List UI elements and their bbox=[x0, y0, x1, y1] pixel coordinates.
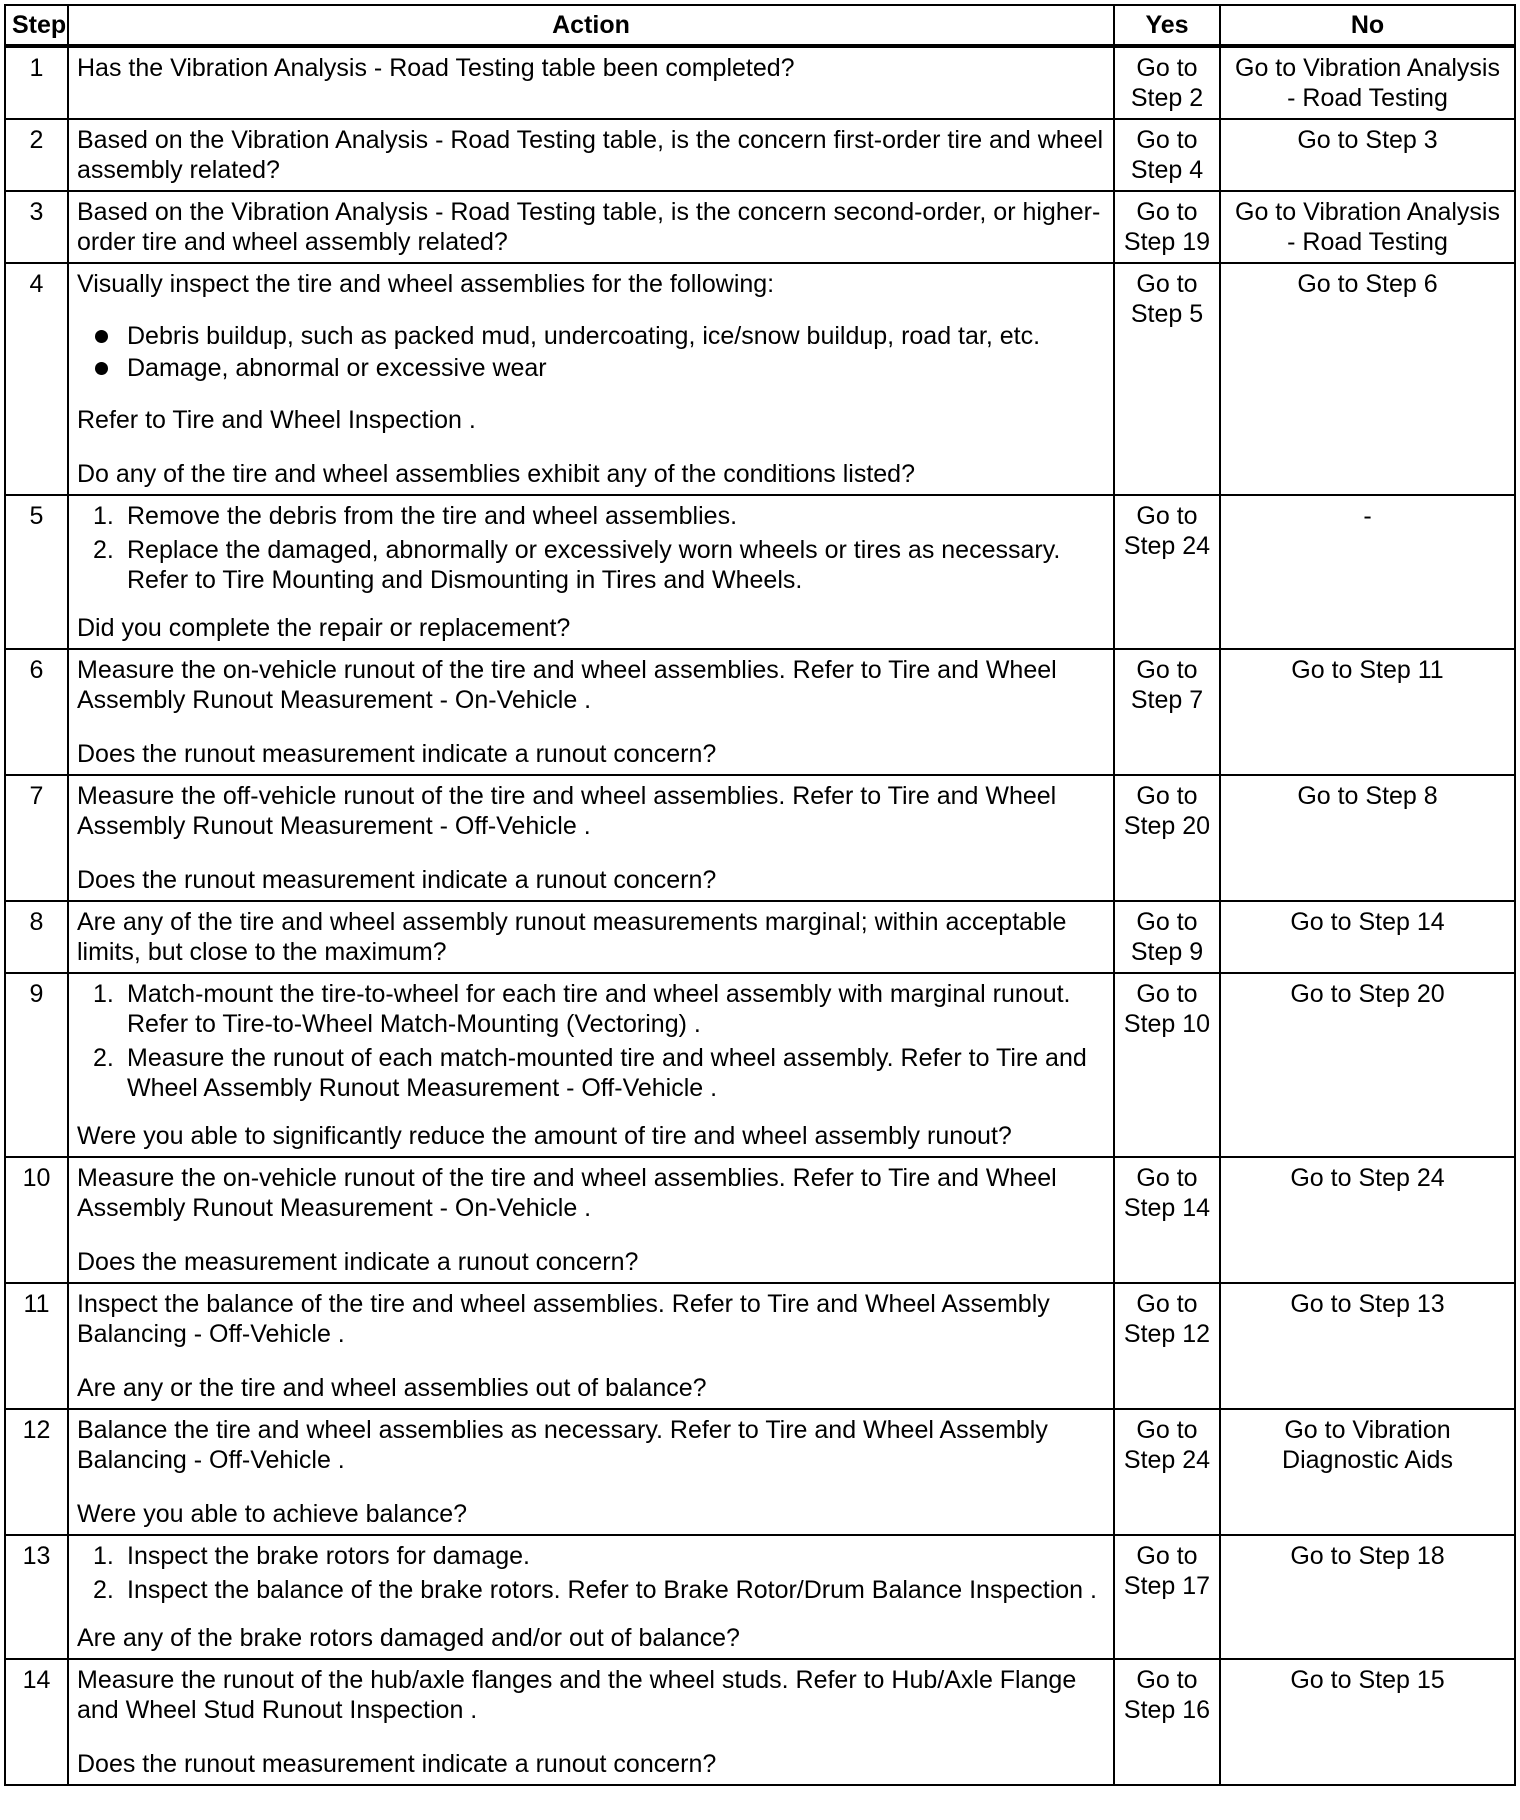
list-item-number: 1. bbox=[93, 1542, 114, 1570]
list-item bbox=[77, 501, 1105, 531]
step-number: 4 bbox=[5, 263, 68, 495]
no-cell: Go to Step 15 bbox=[1220, 1659, 1515, 1785]
header-yes: Yes bbox=[1114, 5, 1220, 46]
action-cell bbox=[68, 1659, 1114, 1785]
list-item bbox=[77, 353, 1105, 383]
no-cell: Go to Step 13 bbox=[1220, 1283, 1515, 1409]
step-number: 12 bbox=[5, 1409, 68, 1535]
question-text: Were you able to significantly reduce the amount of tire and wheel assembly runout? bbox=[77, 1122, 1012, 1150]
table-row bbox=[5, 775, 1515, 901]
step-number: 10 bbox=[5, 1157, 68, 1283]
step-number: 3 bbox=[5, 191, 68, 263]
question-text: Were you able to achieve balance? bbox=[77, 1500, 468, 1528]
question-text: Did you complete the repair or replacement? bbox=[77, 614, 571, 642]
list-item-text: Debris buildup, such as packed mud, undercoating, ice/snow buildup, road tar, etc. bbox=[127, 322, 1041, 350]
step-number: 8 bbox=[5, 901, 68, 973]
list-item-text: Remove the debris from the tire and wheel assemblies. bbox=[127, 502, 738, 530]
action-text: Are any of the tire and wheel assembly runout measurements marginal; within acceptable limits, but close to the maximum? bbox=[77, 908, 1067, 966]
step-number: 6 bbox=[5, 649, 68, 775]
list-item-text: Damage, abnormal or excessive wear bbox=[127, 354, 547, 382]
yes-cell: Go to Step 9 bbox=[1114, 901, 1220, 973]
no-cell: Go to Vibration Diagnostic Aids bbox=[1220, 1409, 1515, 1535]
header-step: Step bbox=[5, 5, 68, 46]
header-row bbox=[5, 5, 1515, 46]
step-number: 11 bbox=[5, 1283, 68, 1409]
list-item-number: 2. bbox=[93, 1576, 114, 1604]
no-cell: Go to Step 8 bbox=[1220, 775, 1515, 901]
action-cell bbox=[68, 1409, 1114, 1535]
yes-cell: Go to Step 20 bbox=[1114, 775, 1220, 901]
refer-text: Refer to Tire and Wheel Inspection . bbox=[77, 406, 476, 434]
yes-cell: Go to Step 19 bbox=[1114, 191, 1220, 263]
yes-cell: Go to Step 24 bbox=[1114, 495, 1220, 649]
header-action: Action bbox=[68, 5, 1114, 46]
action-text: Measure the runout of the hub/axle flanges and the wheel studs. Refer to Hub/Axle Flange and Wheel Stud Runout Inspection . bbox=[77, 1666, 1077, 1724]
no-cell: Go to Step 14 bbox=[1220, 901, 1515, 973]
action-cell bbox=[68, 973, 1114, 1157]
action-cell bbox=[68, 119, 1114, 191]
list-item bbox=[77, 979, 1105, 1039]
question-text: Does the measurement indicate a runout concern? bbox=[77, 1248, 639, 1276]
question-text: Does the runout measurement indicate a runout concern? bbox=[77, 740, 717, 768]
no-cell: Go to Vibration Analysis - Road Testing bbox=[1220, 191, 1515, 263]
action-cell bbox=[68, 649, 1114, 775]
no-cell: Go to Step 3 bbox=[1220, 119, 1515, 191]
question-text: Does the runout measurement indicate a runout concern? bbox=[77, 866, 717, 894]
list-item bbox=[77, 1575, 1105, 1605]
diagnostic-table bbox=[4, 4, 1516, 1786]
yes-cell: Go to Step 16 bbox=[1114, 1659, 1220, 1785]
action-cell bbox=[68, 901, 1114, 973]
table-row bbox=[5, 1157, 1515, 1283]
yes-cell: Go to Step 7 bbox=[1114, 649, 1220, 775]
action-text: Balance the tire and wheel assemblies as necessary. Refer to Tire and Wheel Assembly Balancing - Off-Vehicle . bbox=[77, 1416, 1048, 1474]
list-item-number: 2. bbox=[93, 1044, 114, 1072]
action-text: Based on the Vibration Analysis - Road Testing table, is the concern first-order tire and wheel assembly related? bbox=[77, 126, 1104, 184]
no-cell: Go to Step 20 bbox=[1220, 973, 1515, 1157]
table-row bbox=[5, 119, 1515, 191]
question-text: Are any or the tire and wheel assemblies out of balance? bbox=[77, 1374, 707, 1402]
list-item-text: Replace the damaged, abnormally or excessively worn wheels or tires as necessary. Refer to Tire Mounting and Dismounting in Tires and Wheels. bbox=[127, 536, 1061, 594]
table-row bbox=[5, 495, 1515, 649]
action-cell bbox=[68, 191, 1114, 263]
list-item-text: Match-mount the tire-to-wheel for each tire and wheel assembly with marginal runout. Refer to Tire-to-Wheel Match-Mounting (Vectoring) . bbox=[127, 980, 1071, 1038]
no-cell: Go to Step 6 bbox=[1220, 263, 1515, 495]
yes-cell: Go to Step 14 bbox=[1114, 1157, 1220, 1283]
list-item bbox=[77, 535, 1105, 595]
list-item-text: Inspect the balance of the brake rotors. Refer to Brake Rotor/Drum Balance Inspection . bbox=[127, 1576, 1097, 1604]
yes-cell: Go to Step 10 bbox=[1114, 973, 1220, 1157]
action-cell bbox=[68, 46, 1114, 119]
action-text: Measure the off-vehicle runout of the tire and wheel assemblies. Refer to Tire and Wheel Assembly Runout Measurement - Off-Vehicle . bbox=[77, 782, 1057, 840]
table-row bbox=[5, 649, 1515, 775]
procedure-list bbox=[77, 979, 1105, 1103]
bullet-icon bbox=[95, 330, 108, 343]
yes-cell: Go to Step 12 bbox=[1114, 1283, 1220, 1409]
action-cell bbox=[68, 263, 1114, 495]
table-row bbox=[5, 1659, 1515, 1785]
step-number: 14 bbox=[5, 1659, 68, 1785]
yes-cell: Go to Step 24 bbox=[1114, 1409, 1220, 1535]
table-row bbox=[5, 191, 1515, 263]
action-cell bbox=[68, 495, 1114, 649]
step-number: 1 bbox=[5, 46, 68, 119]
list-item-number: 2. bbox=[93, 536, 114, 564]
yes-cell: Go to Step 4 bbox=[1114, 119, 1220, 191]
procedure-list bbox=[77, 1541, 1105, 1605]
list-item-number: 1. bbox=[93, 980, 114, 1008]
action-text: Based on the Vibration Analysis - Road Testing table, is the concern second-order, or higher-order tire and wheel assembly related? bbox=[77, 198, 1101, 256]
step-number: 7 bbox=[5, 775, 68, 901]
question-text: Does the runout measurement indicate a runout concern? bbox=[77, 1750, 717, 1778]
step-number: 13 bbox=[5, 1535, 68, 1659]
no-cell: Go to Step 18 bbox=[1220, 1535, 1515, 1659]
table-row bbox=[5, 46, 1515, 119]
yes-cell: Go to Step 5 bbox=[1114, 263, 1220, 495]
list-item-number: 1. bbox=[93, 502, 114, 530]
table-row bbox=[5, 263, 1515, 495]
step-number: 9 bbox=[5, 973, 68, 1157]
no-cell: - bbox=[1220, 495, 1515, 649]
table-row bbox=[5, 901, 1515, 973]
bullet-icon bbox=[95, 362, 108, 375]
list-item bbox=[77, 1541, 1105, 1571]
list-item-text: Measure the runout of each match-mounted tire and wheel assembly. Refer to Tire and Wheel Assembly Runout Measurement - Off-Vehicle . bbox=[127, 1044, 1087, 1102]
action-text: Has the Vibration Analysis - Road Testing table been completed? bbox=[77, 54, 795, 82]
table-row bbox=[5, 1535, 1515, 1659]
question-text: Are any of the brake rotors damaged and/or out of balance? bbox=[77, 1624, 740, 1652]
action-cell bbox=[68, 1283, 1114, 1409]
no-cell: Go to Step 11 bbox=[1220, 649, 1515, 775]
condition-list bbox=[77, 321, 1105, 383]
table-row bbox=[5, 973, 1515, 1157]
yes-cell: Go to Step 2 bbox=[1114, 46, 1220, 119]
table-row bbox=[5, 1409, 1515, 1535]
action-cell bbox=[68, 1157, 1114, 1283]
list-item bbox=[77, 321, 1105, 351]
table-row bbox=[5, 1283, 1515, 1409]
action-cell bbox=[68, 1535, 1114, 1659]
question-text: Do any of the tire and wheel assemblies exhibit any of the conditions listed? bbox=[77, 460, 915, 488]
action-text: Measure the on-vehicle runout of the tire and wheel assemblies. Refer to Tire and Wheel Assembly Runout Measurement - On-Vehicle . bbox=[77, 656, 1057, 714]
list-item bbox=[77, 1043, 1105, 1103]
action-intro: Visually inspect the tire and wheel assemblies for the following: bbox=[77, 270, 775, 298]
step-number: 5 bbox=[5, 495, 68, 649]
yes-cell: Go to Step 17 bbox=[1114, 1535, 1220, 1659]
no-cell: Go to Step 24 bbox=[1220, 1157, 1515, 1283]
action-cell bbox=[68, 775, 1114, 901]
header-no: No bbox=[1220, 5, 1515, 46]
action-text: Measure the on-vehicle runout of the tire and wheel assemblies. Refer to Tire and Wheel Assembly Runout Measurement - On-Vehicle . bbox=[77, 1164, 1057, 1222]
action-text: Inspect the balance of the tire and wheel assemblies. Refer to Tire and Wheel Assembly Balancing - Off-Vehicle . bbox=[77, 1290, 1050, 1348]
no-cell: Go to Vibration Analysis - Road Testing bbox=[1220, 46, 1515, 119]
list-item-text: Inspect the brake rotors for damage. bbox=[127, 1542, 530, 1570]
procedure-list bbox=[77, 501, 1105, 595]
step-number: 2 bbox=[5, 119, 68, 191]
